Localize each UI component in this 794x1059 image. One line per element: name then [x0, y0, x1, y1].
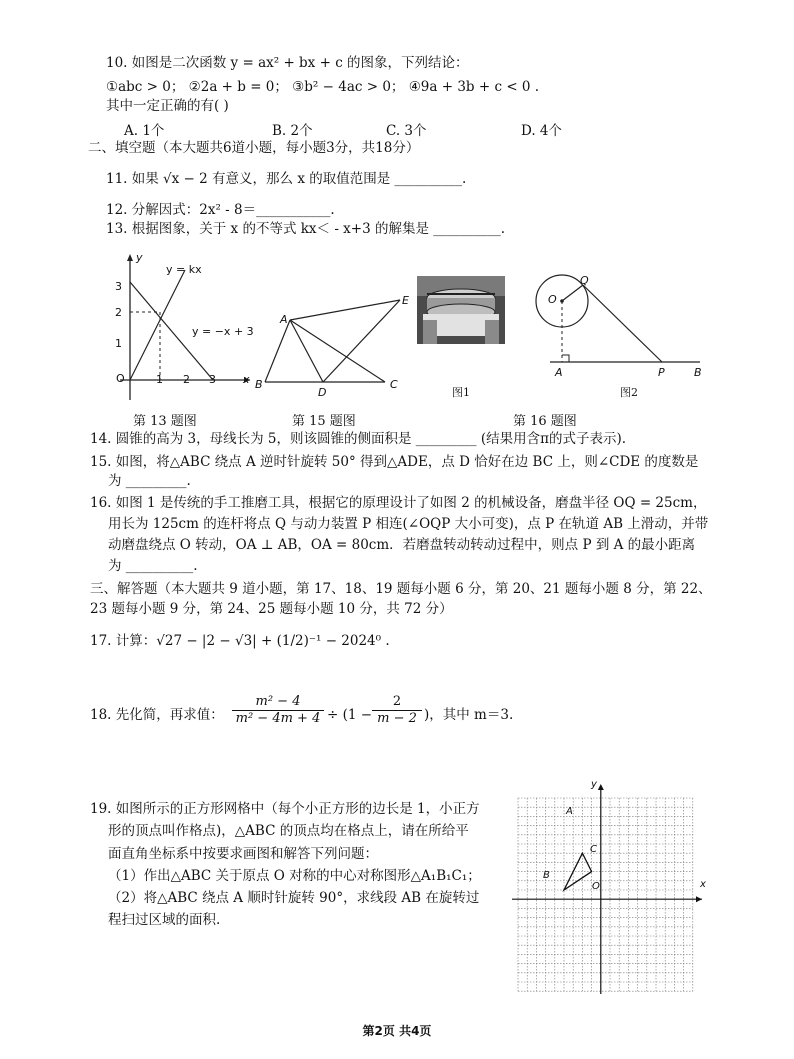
- fig13-origin: O: [116, 372, 125, 385]
- q12: 12. 分解因式：2x² - 8＝___________.: [106, 202, 335, 218]
- fig16-point-p: P: [658, 366, 665, 379]
- q11: 11. 如果 √x − 2 有意义，那么 x 的取值范围是 __________.: [106, 171, 467, 187]
- q19-line4: （1）作出△ABC 关于原点 O 对称的中心对称图形△A₁B₁C₁；: [108, 868, 481, 884]
- fig13-line2-label: y = −x + 3: [192, 325, 254, 338]
- q10-option-a: A. 1个: [124, 123, 165, 139]
- section3-line1: 三、解答题（本大题共 9 道小题，第 17、18、19 题每小题 6 分，第 20、21 题每小题 8 分，第 22、: [90, 581, 712, 597]
- q10-option-b: B. 2个: [272, 123, 313, 139]
- fig16-fig2-label: 图2: [620, 386, 638, 399]
- fig16-point-o: O: [548, 293, 557, 306]
- fig13-ytick-3: 3: [115, 280, 122, 293]
- section2-heading: 二、填空题（本大题共6道小题，每小题3分，共18分）: [88, 140, 420, 156]
- q19-line5: （2）将△ABC 绕点 A 顺时针旋转 90°，求线段 AB 在旋转过: [108, 890, 480, 906]
- q13: 13. 根据图象，关于 x 的不等式 kx＜ - x+3 的解集是 __________.: [106, 221, 506, 237]
- fig13-ytick-1: 1: [115, 337, 122, 350]
- q15-line2: 为 _________.: [108, 473, 191, 489]
- q19-coordinate-grid: [512, 780, 712, 998]
- q16-line2: 用长为 125cm 的连杆将点 Q 与动力装置 P 相连(∠OQP 大小可变)，点 P 在轨道 AB 上滑动，并带: [108, 516, 709, 532]
- q15-line1: 15. 如图，将△ABC 绕点 A 逆时针旋转 50° 得到△ADE，点 D 恰好在边 BC 上，则∠CDE 的度数是: [90, 454, 699, 470]
- fig13-ytick-2: 2: [115, 306, 122, 319]
- fig15-point-e: E: [402, 294, 409, 307]
- section3-line2: 23 题每小题 9 分，第 24、25 题每小题 10 分，共 72 分）: [90, 601, 453, 617]
- q18-divide: ÷ (1 −: [327, 707, 373, 723]
- q19-point-a: A: [566, 806, 573, 817]
- fig16-fig1-label: 图1: [452, 386, 470, 399]
- q19-line1: 19. 如图所示的正方形网格中（每个小正方形的边长是 1，小正方: [90, 801, 480, 817]
- fig13-ylabel: y: [136, 251, 143, 264]
- q19-line3: 面直角坐标系中按要求画图和解答下列问题：: [108, 846, 378, 862]
- q19-point-c: C: [590, 844, 597, 855]
- q19-xlabel: x: [700, 879, 706, 890]
- q18-numerator2: 2: [372, 694, 422, 711]
- q10-stem: 10. 如图是二次函数 y = ax² + bx + c 的图象，下列结论：: [106, 55, 469, 71]
- q18-denominator1: m² − 4m + 4: [235, 711, 321, 726]
- fig15-point-b: B: [255, 378, 263, 391]
- q19-point-b: B: [543, 870, 550, 881]
- q18-label: 18. 先化简，再求值：: [90, 707, 224, 723]
- fig15-point-a: A: [280, 313, 288, 326]
- q18-fraction2: [372, 694, 422, 727]
- q18-fraction1: [232, 694, 324, 727]
- q18-tail: )，其中 m＝3.: [424, 707, 514, 723]
- fig16-millstone-photo: [417, 276, 505, 344]
- fig13-xtick-1: 1: [156, 373, 163, 386]
- fig15-point-c: C: [390, 378, 398, 391]
- q18-denominator2: m − 2: [377, 711, 417, 726]
- q19-ylabel: y: [591, 779, 597, 790]
- q16-line4: 为 __________.: [108, 558, 198, 574]
- q17: 17. 计算：√27 − |2 − √3| + (1/2)⁻¹ − 2024⁰ .: [90, 633, 390, 649]
- caption-fig16: 第 16 题图: [513, 414, 577, 429]
- caption-fig15: 第 15 题图: [292, 414, 356, 429]
- q10-option-d: D. 4个: [521, 123, 563, 139]
- fig13-line1-label: y = kx: [166, 263, 202, 276]
- q10-conclusions: ①abc > 0； ②2a + b = 0； ③b² − 4ac > 0； ④9a + 3b + c < 0 .: [106, 79, 540, 95]
- q19-line6: 程扫过区域的面积.: [108, 912, 221, 928]
- fig16-point-q: Q: [580, 274, 589, 287]
- q16-line1: 16. 如图 1 是传统的手工推磨工具，根据它的原理设计了如图 2 的机械设备，磨盘半径 OQ = 25cm，: [90, 495, 707, 511]
- fig13-xtick-3: 3: [209, 373, 216, 386]
- fig16-point-a: A: [555, 366, 563, 379]
- page-footer: 第2页 共4页: [362, 1024, 432, 1038]
- fig16-point-b: B: [694, 366, 702, 379]
- fig15-triangles: [255, 290, 405, 390]
- caption-fig13: 第 13 题图: [133, 414, 197, 429]
- fig16-mechanism: [530, 270, 710, 380]
- fig15-point-d: D: [318, 386, 327, 399]
- q10-ask: 其中一定正确的有( ): [106, 98, 229, 114]
- q16-line3: 动磨盘绕点 O 转动，OA ⊥ AB，OA = 80cm．若磨盘转动转动过程中，则点 P 到 A 的最小距离: [108, 537, 696, 553]
- q14: 14. 圆锥的高为 3，母线长为 5，则该圆锥的侧面积是 _________ (结果用含π的式子表示).: [90, 431, 627, 447]
- q19-line2: 形的顶点叫作格点)，△ABC 的顶点均在格点上，请在所给平: [108, 823, 469, 839]
- fig13-xtick-2: 2: [183, 373, 190, 386]
- q10-option-c: C. 3个: [386, 123, 427, 139]
- fig13-xlabel: x: [243, 373, 250, 386]
- q19-origin: O: [592, 881, 600, 892]
- q18-numerator1: m² − 4: [232, 694, 324, 711]
